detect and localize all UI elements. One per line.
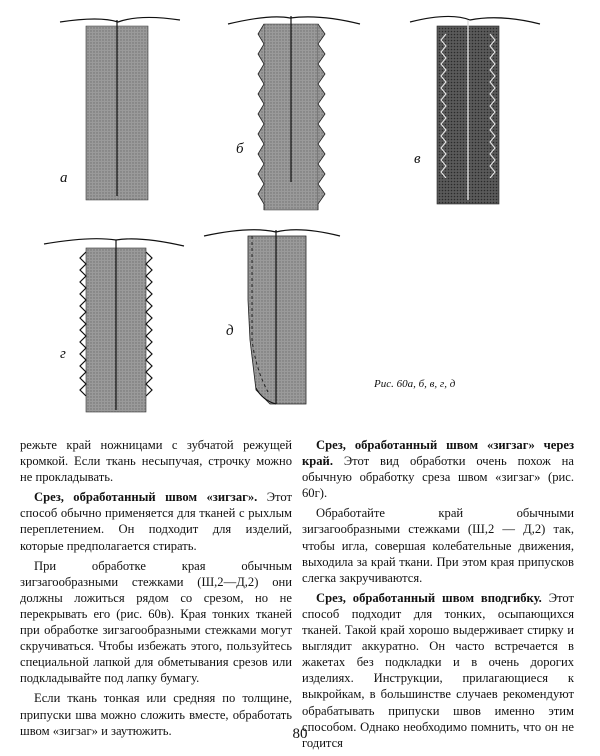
paragraph: Срез, обработанный швом «зигзаг». Этот способ обычно применяется для тканей с рыхлым переплетением. Он подходит для изделий, которые предполагается стирать.: [20, 490, 293, 553]
paragraph: Если ткань тонкая или средняя по толщине, припуски шва можно сложить вместе, обработать швом «зигзаг» и заутюжить.: [20, 691, 292, 738]
right-column: [302, 437, 574, 755]
panel-v: [410, 16, 540, 204]
page-number: 80: [292, 726, 308, 742]
figure-label-g: г: [60, 346, 66, 362]
paragraph: Обработайте край обычными зигзагообразными стежками (Ш,2 — Д,2) так, чтобы игла, совершая колебательные движения, выходила за край ткани. При этом края припусков слегка закручиваются.: [302, 506, 574, 585]
paragraph: Срез, обработанный швом вподгибку. Этот способ подходит для тонких, осыпающихся тканей. Такой край хорошо выдерживает стирку и выглядит аккуратно. Он часто встречается в жакетах без подкладки и в очень дорогих изделиях. Инструкции, прилагающиеся к выкройкам, в большинстве случаев рекомендуют обрабатывать припуски швов именно этим способом. Однако необходимо помнить, что он не годится: [302, 590, 574, 750]
panel-g: [44, 239, 184, 412]
panel-b: [228, 16, 360, 210]
figure-label-v: в: [414, 151, 421, 167]
left-column: [20, 437, 292, 743]
paragraph: При обработке края обычным зигзагообразными стежками (Ш,2—Д,2) они должны ложиться рядом со срезом, но не перекрывать его (рис. 60в). Края тонких тканей при обработке зигзагообразными стежками могут скручиваться. Чтобы избежать этого, пользуйтесь специальной лапкой для обметывания срезов или подкладывайте под лапку бумагу.: [20, 558, 292, 686]
paragraph-heading: Срез, обработанный швом «зигзаг».: [34, 490, 258, 505]
figure-label-a: а: [60, 170, 68, 186]
figure-caption: Рис. 60а, б, в, г, д: [374, 378, 456, 390]
paragraph-heading: Срез, обработанный швом «зигзаг» через край.: [302, 438, 574, 469]
panel-a: [60, 17, 180, 200]
paragraph: Срез, обработанный швом «зигзаг» через край. Этот вид обработки очень похож на обычную обработку среза швом «зигзаг» (рис. 60г).: [302, 438, 574, 501]
paragraph: режьте край ножницами с зубчатой режущей кромкой. Если ткань несыпучая, строчку можно не прокладывать.: [20, 438, 292, 485]
panel-d: [204, 230, 340, 404]
figure-label-d: д: [226, 323, 234, 339]
paragraph-heading: Срез, обработанный швом вподгибку.: [316, 590, 542, 605]
figure-label-b: б: [236, 141, 244, 157]
